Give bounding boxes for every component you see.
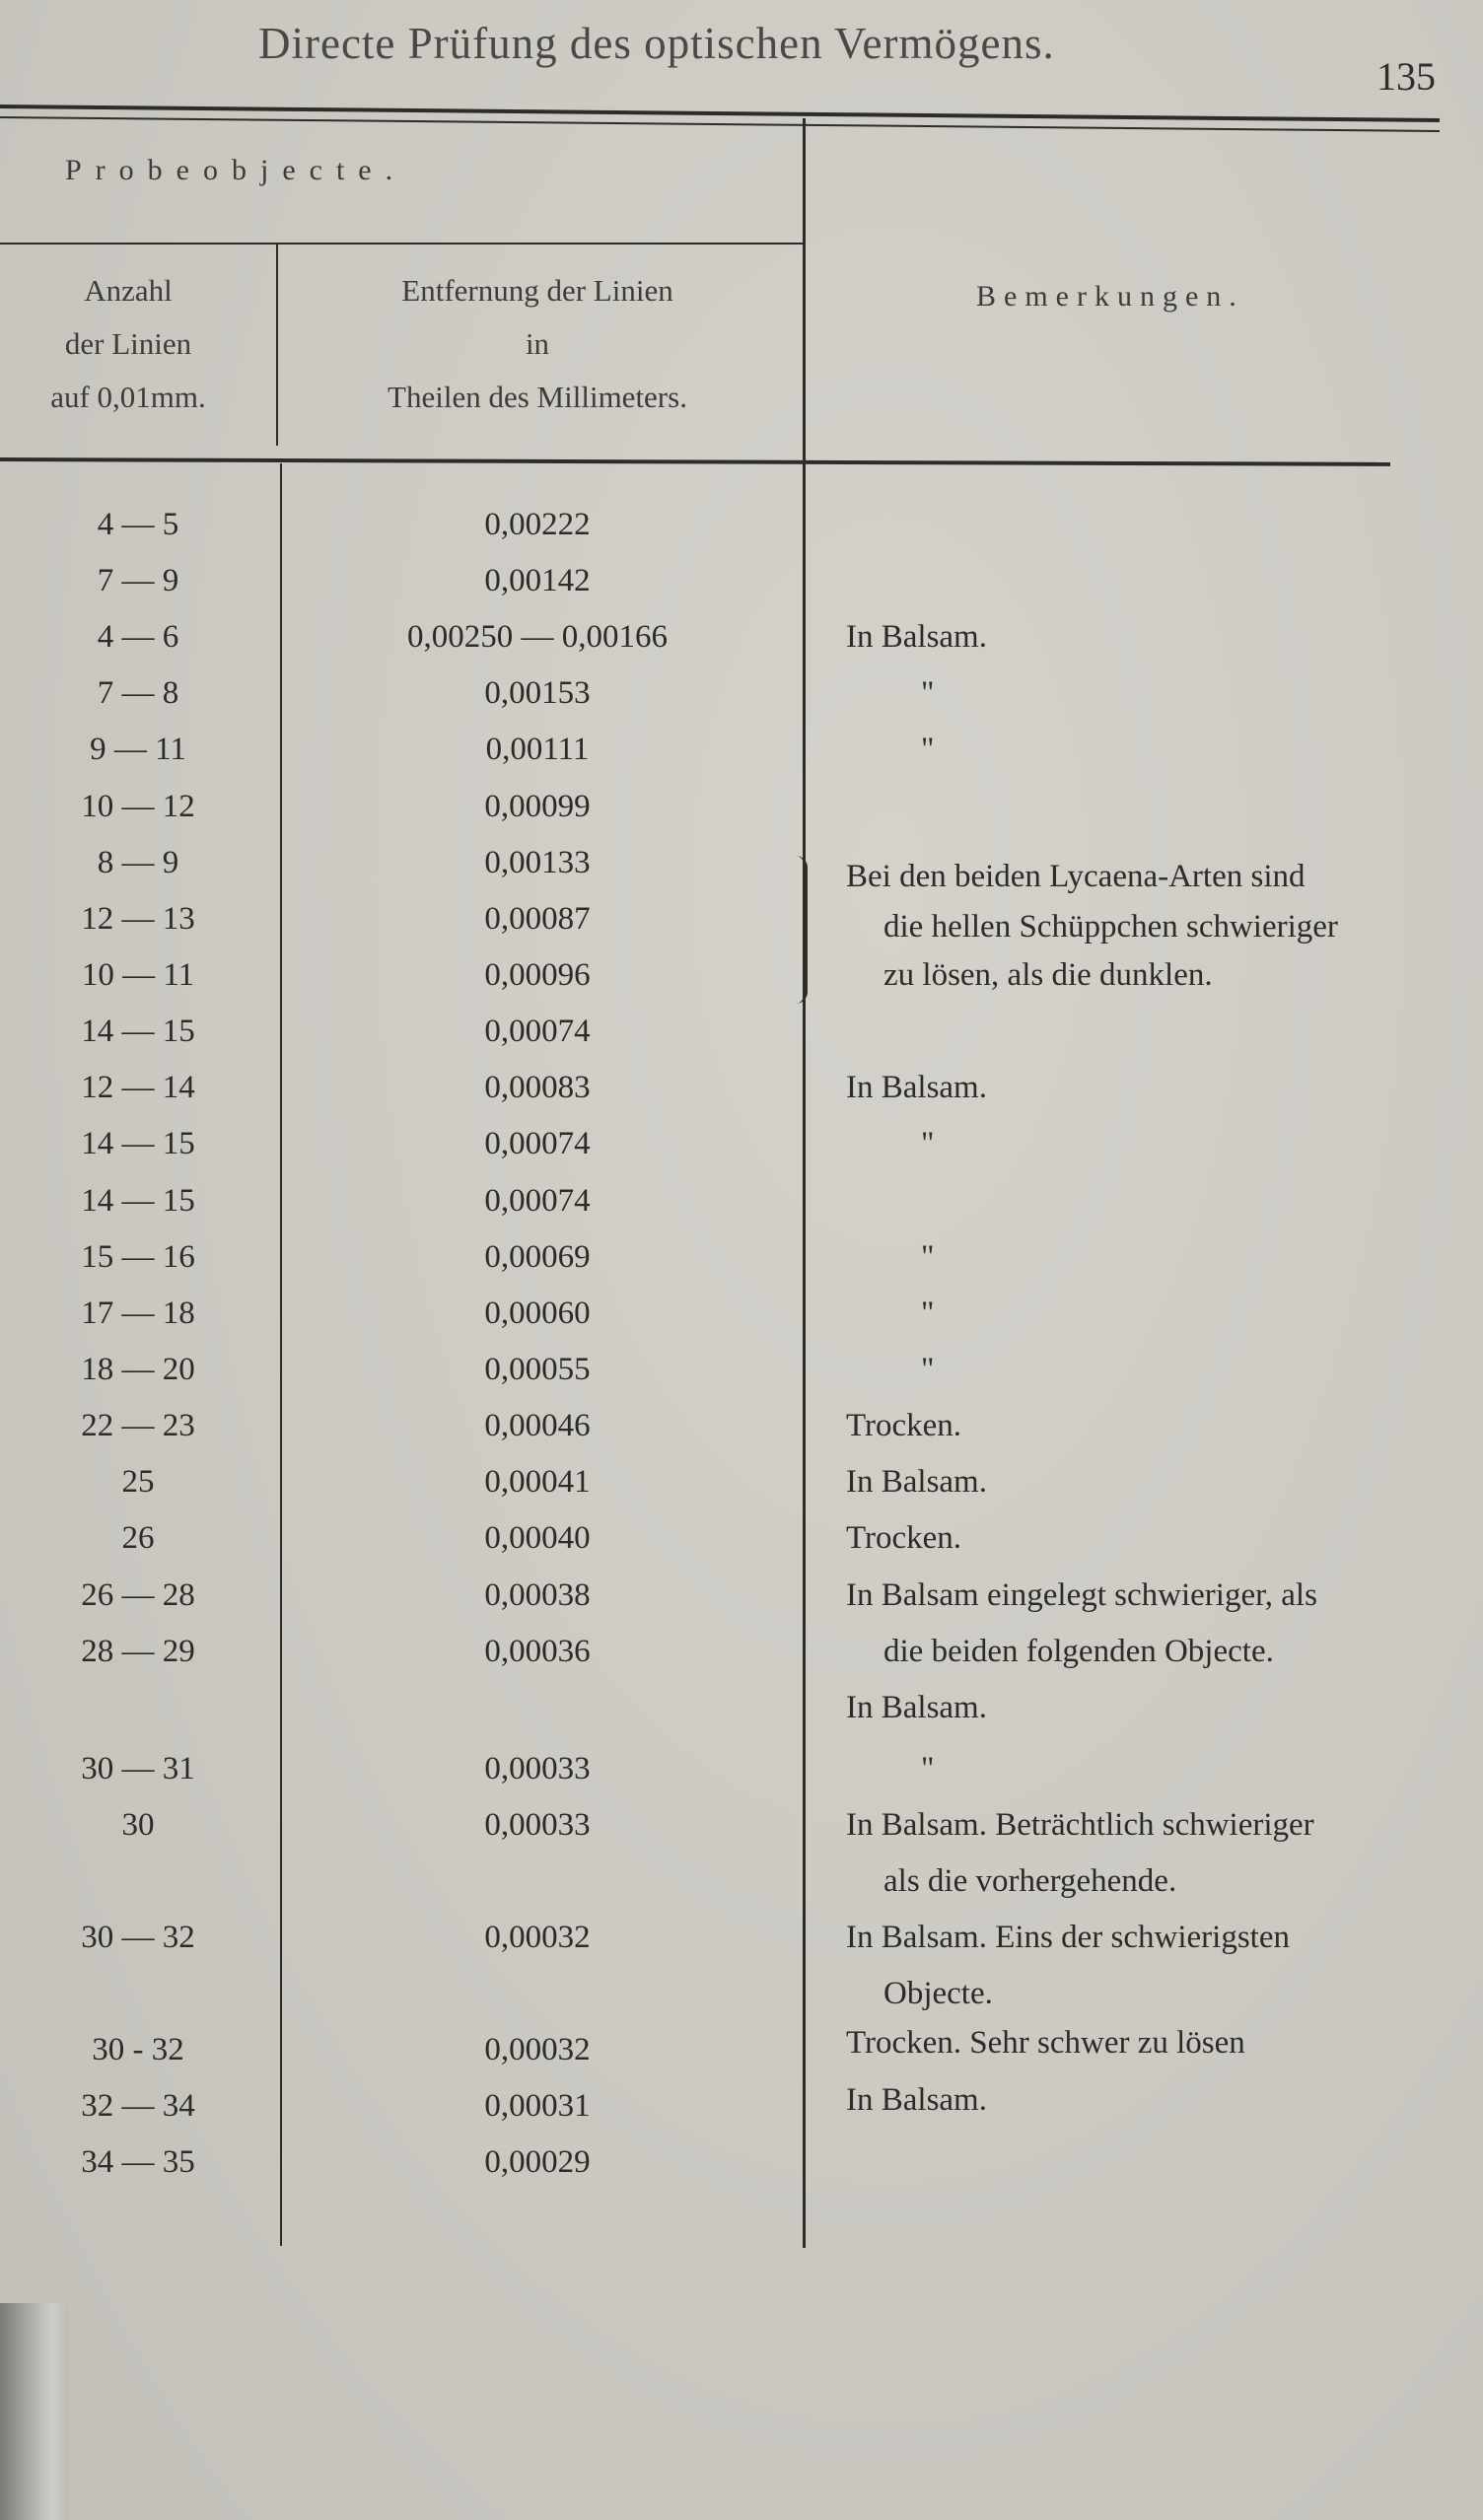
distance-cell: 0,00038 xyxy=(484,1577,591,1613)
count-cell: 22 — 23 xyxy=(81,1408,195,1443)
remark-cell: In Balsam. xyxy=(846,2082,987,2118)
row-group-brace xyxy=(791,856,808,1004)
header-remarks: Bemerkungen. xyxy=(976,280,1244,313)
remark-cell: " xyxy=(921,675,935,711)
count-cell: 30 — 31 xyxy=(81,1751,195,1786)
remark-cell: In Balsam. xyxy=(846,1464,987,1500)
running-head: Directe Prüfung des optischen Vermögens. xyxy=(258,19,1055,68)
count-cell: 10 — 12 xyxy=(81,789,195,824)
count-cell: 18 — 20 xyxy=(81,1352,195,1387)
header-distance-line-2: in xyxy=(525,326,550,361)
count-cell: 7 — 8 xyxy=(97,675,179,711)
distance-cell: 0,00041 xyxy=(484,1464,591,1500)
distance-cell: 0,00060 xyxy=(484,1295,591,1331)
count-cell: 26 xyxy=(121,1520,155,1556)
remark-cell: " xyxy=(921,1126,935,1161)
distance-cell: 0,00032 xyxy=(484,1920,591,1955)
remark-cell: " xyxy=(921,732,935,767)
group-header: Probeobjecte. xyxy=(65,154,407,186)
count-cell: 14 — 15 xyxy=(81,1183,195,1219)
remark-cell: " xyxy=(921,1239,935,1275)
distance-cell: 0,00074 xyxy=(484,1126,591,1161)
distance-cell: 0,00074 xyxy=(484,1014,591,1049)
distance-cell: 0,00069 xyxy=(484,1239,591,1275)
distance-cell: 0,00029 xyxy=(484,2144,591,2180)
remark-cell: In Balsam. xyxy=(846,1070,987,1105)
count-cell: 9 — 11 xyxy=(90,732,186,767)
distance-cell: 0,00111 xyxy=(485,732,590,767)
remark-cell: " xyxy=(921,1295,935,1331)
remark-cell: In Balsam. xyxy=(846,1690,987,1725)
distance-cell: 0,00099 xyxy=(484,789,591,824)
distance-cell: 0,00074 xyxy=(484,1183,591,1219)
distance-cell: 0,00040 xyxy=(484,1520,591,1556)
remark-cell: die beiden folgenden Objecte. xyxy=(883,1634,1274,1669)
column-rule-1-header xyxy=(276,243,278,446)
count-cell: 14 — 15 xyxy=(81,1126,195,1161)
count-cell: 25 xyxy=(121,1464,155,1500)
count-cell: 4 — 5 xyxy=(97,507,179,542)
count-cell: 34 — 35 xyxy=(81,2144,195,2180)
count-cell: 12 — 13 xyxy=(81,901,195,937)
distance-cell: 0,00055 xyxy=(484,1352,591,1387)
distance-cell: 0,00250 — 0,00166 xyxy=(407,619,668,655)
header-distance-line-1: Entfernung der Linien xyxy=(401,273,673,308)
header-count-line-2: der Linien xyxy=(64,326,192,361)
remark-cell: als die vorhergehende. xyxy=(883,1863,1177,1899)
count-cell: 14 — 15 xyxy=(81,1014,195,1049)
count-cell: 10 — 11 xyxy=(81,957,195,993)
count-cell: 7 — 9 xyxy=(97,563,179,598)
remark-cell: die hellen Schüppchen schwieriger xyxy=(883,909,1338,945)
count-cell: 8 — 9 xyxy=(97,845,179,880)
distance-cell: 0,00046 xyxy=(484,1408,591,1443)
count-cell: 15 — 16 xyxy=(81,1239,195,1275)
distance-cell: 0,00031 xyxy=(484,2088,591,2124)
distance-cell: 0,00036 xyxy=(484,1634,591,1669)
distance-cell: 0,00033 xyxy=(484,1807,591,1843)
remark-cell: Trocken. xyxy=(846,1520,962,1556)
remark-cell: In Balsam eingelegt schwieriger, als xyxy=(846,1577,1317,1613)
count-cell: 30 — 32 xyxy=(81,1920,195,1955)
remark-cell: Trocken. xyxy=(846,1408,962,1443)
scan-edge-strip xyxy=(0,2303,69,2520)
remark-cell: Trocken. Sehr schwer zu lösen xyxy=(846,2025,1245,2061)
header-count-line-1: Anzahl xyxy=(84,273,173,308)
distance-cell: 0,00033 xyxy=(484,1751,591,1786)
column-rule-2 xyxy=(803,118,806,2248)
remark-cell: Objecte. xyxy=(883,1976,993,2011)
header-count-line-3: auf 0,01mm. xyxy=(50,380,206,414)
distance-cell: 0,00133 xyxy=(484,845,591,880)
page-number: 135 xyxy=(1377,54,1436,99)
remark-cell: " xyxy=(921,1751,935,1786)
count-cell: 17 — 18 xyxy=(81,1295,195,1331)
count-cell: 30 - 32 xyxy=(92,2032,184,2067)
remark-cell: In Balsam. Eins der schwierigsten xyxy=(846,1920,1290,1955)
distance-cell: 0,00083 xyxy=(484,1070,591,1105)
header-bottom-rule xyxy=(0,457,1390,466)
count-cell: 12 — 14 xyxy=(81,1070,195,1105)
distance-cell: 0,00222 xyxy=(484,507,591,542)
group-underline xyxy=(0,243,803,245)
remark-cell: " xyxy=(921,1352,935,1387)
header-count xyxy=(20,264,237,424)
distance-cell: 0,00032 xyxy=(484,2032,591,2067)
distance-cell: 0,00087 xyxy=(484,901,591,937)
distance-cell: 0,00096 xyxy=(484,957,591,993)
count-cell: 28 — 29 xyxy=(81,1634,195,1669)
count-cell: 32 — 34 xyxy=(81,2088,195,2124)
count-cell: 4 — 6 xyxy=(97,619,179,655)
count-cell: 30 xyxy=(121,1807,155,1843)
remark-cell: In Balsam. Beträchtlich schwieriger xyxy=(846,1807,1314,1843)
count-cell: 26 — 28 xyxy=(81,1577,195,1613)
remark-cell: In Balsam. xyxy=(846,619,987,655)
remark-cell: Bei den beiden Lycaena-Arten sind xyxy=(846,859,1306,894)
distance-cell: 0,00142 xyxy=(484,563,591,598)
header-distance xyxy=(286,264,789,424)
column-rule-1-body xyxy=(280,463,282,2246)
distance-cell: 0,00153 xyxy=(484,675,591,711)
header-distance-line-3: Theilen des Millimeters. xyxy=(388,380,687,414)
remark-cell: zu lösen, als die dunklen. xyxy=(883,957,1213,993)
